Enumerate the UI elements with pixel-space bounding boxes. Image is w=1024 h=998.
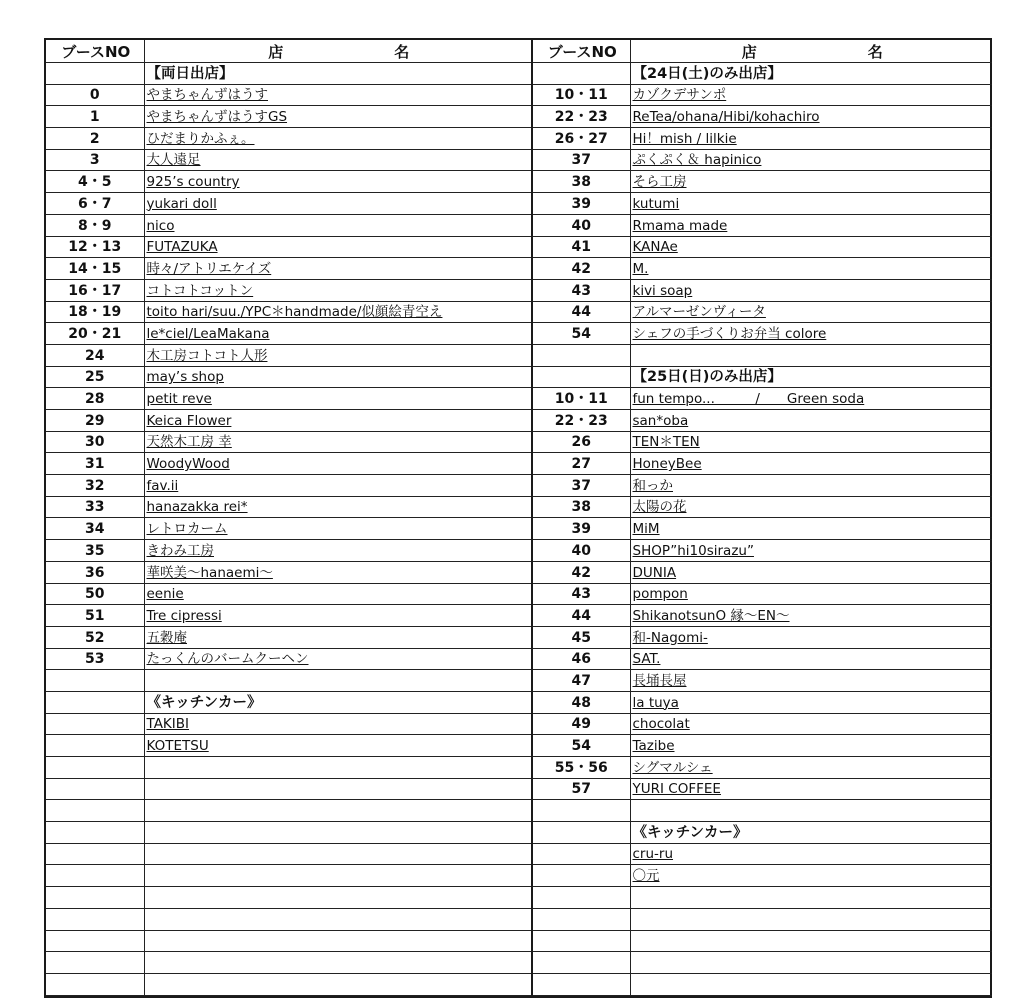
shop-name xyxy=(630,453,992,475)
shop-name xyxy=(630,865,992,887)
shop-name-text: Hi！mish / lilkie xyxy=(632,130,737,147)
booth-number: 24 xyxy=(46,344,144,366)
shop-name-text: 【両日出店】 xyxy=(146,65,234,82)
booth-number: 54 xyxy=(532,735,630,757)
booth-number: 48 xyxy=(532,691,630,713)
shop-name xyxy=(144,301,532,323)
booth-number: 26 xyxy=(532,431,630,453)
shop-name xyxy=(630,106,992,128)
booth-number xyxy=(46,670,144,692)
shop-name-text: 時々/アトリエケイズ xyxy=(146,260,272,277)
shop-name-text: SAT. xyxy=(632,651,661,668)
booth-number: 44 xyxy=(532,605,630,627)
booth-number xyxy=(46,778,144,800)
shop-name-text: TAKIBI xyxy=(146,716,190,733)
shop-name xyxy=(144,258,532,280)
shop-name xyxy=(630,388,992,410)
shop-name xyxy=(144,171,532,193)
shop-name-text: san*oba xyxy=(632,412,689,429)
table-row xyxy=(46,800,992,822)
booth-table xyxy=(46,40,992,996)
table-row xyxy=(46,366,992,388)
table-row xyxy=(46,410,992,432)
shop-name xyxy=(630,713,992,735)
shop-name xyxy=(630,431,992,453)
booth-number xyxy=(46,757,144,779)
shop-name-text: ReTea/ohana/Hibi/kohachiro xyxy=(632,109,820,126)
table-row xyxy=(46,518,992,540)
table-row xyxy=(46,344,992,366)
shop-name xyxy=(144,149,532,171)
booth-number xyxy=(532,63,630,85)
shop-name xyxy=(144,84,532,106)
header-booth-no-right: ブースNO xyxy=(532,40,630,63)
shop-name xyxy=(144,583,532,605)
shop-name xyxy=(144,713,532,735)
header-shop-name-left: 店 名 xyxy=(144,40,532,63)
shop-name xyxy=(144,735,532,757)
booth-number xyxy=(46,908,144,930)
table-row xyxy=(46,670,992,692)
shop-name xyxy=(144,236,532,258)
shop-name xyxy=(144,540,532,562)
shop-name xyxy=(630,757,992,779)
shop-name-text: やまちゃんずはうすGS xyxy=(146,109,288,126)
shop-name-text: 木工房コトコト人形 xyxy=(146,347,268,364)
shop-name xyxy=(144,800,532,822)
booth-number xyxy=(532,973,630,995)
shop-name-text: may’s shop xyxy=(146,369,224,386)
booth-number xyxy=(532,930,630,952)
shop-name-text: nico xyxy=(146,217,175,234)
booth-number xyxy=(46,735,144,757)
shop-name-text: 〇元 xyxy=(632,868,660,885)
table-row xyxy=(46,475,992,497)
booth-number: 31 xyxy=(46,453,144,475)
booth-number: 49 xyxy=(532,713,630,735)
shop-name xyxy=(144,561,532,583)
shop-name xyxy=(630,561,992,583)
booth-number: 22・23 xyxy=(532,410,630,432)
shop-name-text: レトロカーム xyxy=(146,521,228,538)
shop-name xyxy=(630,171,992,193)
shop-name xyxy=(630,410,992,432)
booth-number: 43 xyxy=(532,583,630,605)
shop-name xyxy=(630,496,992,518)
shop-name xyxy=(144,323,532,345)
shop-name-text: MiM xyxy=(632,521,660,538)
shop-name-text: cru-ru xyxy=(632,846,674,863)
shop-name xyxy=(144,410,532,432)
booth-list-sheet xyxy=(44,38,992,998)
booth-number xyxy=(532,887,630,909)
table-row xyxy=(46,171,992,193)
booth-number xyxy=(46,800,144,822)
booth-number: 32 xyxy=(46,475,144,497)
booth-number: 22・23 xyxy=(532,106,630,128)
booth-number xyxy=(532,800,630,822)
table-row xyxy=(46,583,992,605)
booth-number: 41 xyxy=(532,236,630,258)
shop-name xyxy=(144,453,532,475)
section-heading xyxy=(144,691,532,713)
shop-name-text: コトコトコットン xyxy=(146,282,254,299)
booth-number: 55・56 xyxy=(532,757,630,779)
table-row xyxy=(46,908,992,930)
booth-number: 38 xyxy=(532,171,630,193)
shop-name xyxy=(630,258,992,280)
shop-name xyxy=(630,540,992,562)
booth-number: 10・11 xyxy=(532,84,630,106)
booth-number: 40 xyxy=(532,540,630,562)
shop-name-text: シェフの手づくりお弁当 colore xyxy=(632,325,827,342)
shop-name-text: pompon xyxy=(632,586,688,603)
shop-name-text: カゾクデサンポ xyxy=(632,87,727,104)
booth-number: 40 xyxy=(532,214,630,236)
shop-name xyxy=(630,214,992,236)
shop-name xyxy=(144,388,532,410)
shop-name-text: 《キッチンカー》 xyxy=(146,694,262,711)
booth-number: 14・15 xyxy=(46,258,144,280)
booth-number: 27 xyxy=(532,453,630,475)
shop-name xyxy=(144,626,532,648)
table-row xyxy=(46,84,992,106)
shop-name xyxy=(144,366,532,388)
shop-name-text: fun tempo... / Green soda xyxy=(632,391,865,407)
booth-number xyxy=(46,952,144,974)
shop-name xyxy=(630,973,992,995)
shop-name xyxy=(144,128,532,150)
section-heading xyxy=(144,63,532,85)
shop-name xyxy=(630,128,992,150)
table-row xyxy=(46,279,992,301)
table-row xyxy=(46,258,992,280)
shop-name xyxy=(630,475,992,497)
shop-name-text: シグマルシェ xyxy=(632,759,713,776)
shop-name-text: toito hari/suu./YPC＊handmade/似顔絵青空え xyxy=(146,304,443,321)
table-row xyxy=(46,735,992,757)
shop-name xyxy=(630,605,992,627)
shop-name-text: TEN＊TEN xyxy=(632,434,700,451)
shop-name xyxy=(144,106,532,128)
shop-name xyxy=(144,973,532,995)
shop-name-text: 925’s country xyxy=(146,174,240,191)
table-row xyxy=(46,691,992,713)
shop-name xyxy=(144,822,532,844)
shop-name xyxy=(630,930,992,952)
shop-name xyxy=(630,193,992,215)
shop-name xyxy=(630,735,992,757)
booth-number: 51 xyxy=(46,605,144,627)
shop-name xyxy=(144,605,532,627)
shop-name-text: WoodyWood xyxy=(146,456,230,473)
shop-name-text: FUTAZUKA xyxy=(146,239,218,256)
booth-number xyxy=(46,930,144,952)
shop-name xyxy=(144,757,532,779)
shop-name-text: ぷくぷく＆ hapinico xyxy=(632,152,762,169)
table-row xyxy=(46,193,992,215)
booth-number: 53 xyxy=(46,648,144,670)
booth-number: 35 xyxy=(46,540,144,562)
shop-name xyxy=(630,84,992,106)
booth-number: 46 xyxy=(532,648,630,670)
booth-number xyxy=(532,865,630,887)
shop-name xyxy=(630,626,992,648)
shop-name xyxy=(630,952,992,974)
booth-number xyxy=(46,713,144,735)
shop-name-text: やまちゃんずはうす xyxy=(146,87,268,104)
booth-number xyxy=(46,843,144,865)
shop-name xyxy=(144,648,532,670)
booth-number: 34 xyxy=(46,518,144,540)
booth-number: 39 xyxy=(532,193,630,215)
shop-name-text: DUNIA xyxy=(632,564,677,581)
table-row xyxy=(46,236,992,258)
table-row xyxy=(46,973,992,995)
booth-number: 37 xyxy=(532,149,630,171)
shop-name-text: petit reve xyxy=(146,391,212,407)
booth-number: 47 xyxy=(532,670,630,692)
shop-name xyxy=(630,887,992,909)
shop-name-text: 華咲美～hanaemi～ xyxy=(146,564,273,581)
booth-number: 44 xyxy=(532,301,630,323)
shop-name-text: Keica Flower xyxy=(146,412,232,429)
shop-name-text: yukari doll xyxy=(146,195,217,212)
booth-number: 10・11 xyxy=(532,388,630,410)
booth-number: 12・13 xyxy=(46,236,144,258)
booth-number xyxy=(532,908,630,930)
shop-name xyxy=(144,279,532,301)
shop-name xyxy=(630,344,992,366)
booth-number: 39 xyxy=(532,518,630,540)
booth-number: 0 xyxy=(46,84,144,106)
shop-name-text: Tazibe xyxy=(632,738,675,754)
table-row xyxy=(46,496,992,518)
booth-number xyxy=(46,691,144,713)
table-row xyxy=(46,865,992,887)
table-row xyxy=(46,149,992,171)
booth-number: 18・19 xyxy=(46,301,144,323)
booth-number: 6・7 xyxy=(46,193,144,215)
booth-number: 33 xyxy=(46,496,144,518)
shop-name-text: SHOP”hi10sirazu” xyxy=(632,542,754,559)
table-row xyxy=(46,388,992,410)
shop-name-text: chocolat xyxy=(632,716,690,733)
shop-name xyxy=(630,279,992,301)
shop-name-text: YURI COFFEE xyxy=(632,781,721,798)
booth-number xyxy=(46,865,144,887)
shop-name-text: eenie xyxy=(146,586,184,603)
shop-name xyxy=(630,648,992,670)
booth-number: 43 xyxy=(532,279,630,301)
shop-name-text: 五穀庵 xyxy=(146,629,187,646)
table-row xyxy=(46,323,992,345)
booth-number: 45 xyxy=(532,626,630,648)
table-row xyxy=(46,301,992,323)
shop-name xyxy=(144,908,532,930)
shop-name xyxy=(630,691,992,713)
shop-name-text: le*ciel/LeaMakana xyxy=(146,325,270,342)
booth-number: 1 xyxy=(46,106,144,128)
booth-number: 25 xyxy=(46,366,144,388)
booth-number xyxy=(46,822,144,844)
shop-name-text: M. xyxy=(632,260,649,277)
shop-name-text: la tuya xyxy=(632,694,679,711)
booth-number: 52 xyxy=(46,626,144,648)
shop-name xyxy=(630,670,992,692)
booth-number: 30 xyxy=(46,431,144,453)
booth-number xyxy=(46,973,144,995)
booth-number xyxy=(532,822,630,844)
booth-number: 29 xyxy=(46,410,144,432)
booth-number: 37 xyxy=(532,475,630,497)
shop-name-text: 和っか xyxy=(632,477,673,494)
booth-number: 20・21 xyxy=(46,323,144,345)
shop-name xyxy=(144,475,532,497)
shop-name xyxy=(144,887,532,909)
shop-name xyxy=(144,496,532,518)
table-row xyxy=(46,822,992,844)
table-row xyxy=(46,214,992,236)
table-row xyxy=(46,930,992,952)
shop-name-text: KOTETSU xyxy=(146,738,209,754)
shop-name xyxy=(144,930,532,952)
shop-name-text: 太陽の花 xyxy=(632,499,687,516)
shop-name xyxy=(630,236,992,258)
table-row xyxy=(46,431,992,453)
booth-number: 26・27 xyxy=(532,128,630,150)
booth-number: 38 xyxy=(532,496,630,518)
booth-number: 50 xyxy=(46,583,144,605)
header-booth-no-left: ブースNO xyxy=(46,40,144,63)
table-row xyxy=(46,453,992,475)
shop-name-text: Tre cipressi xyxy=(146,607,222,624)
shop-name-text: KANAe xyxy=(632,239,678,256)
shop-name xyxy=(144,952,532,974)
booth-number xyxy=(532,952,630,974)
shop-name xyxy=(144,431,532,453)
table-row xyxy=(46,561,992,583)
shop-name-text: 【24日(土)のみ出店】 xyxy=(632,65,782,82)
shop-name-text: Rmama made xyxy=(632,217,728,234)
shop-name xyxy=(630,778,992,800)
shop-name-text: ひだまりかふぇ。 xyxy=(146,130,255,147)
shop-name-text: 大人遠足 xyxy=(146,152,201,169)
shop-name xyxy=(630,800,992,822)
table-row xyxy=(46,540,992,562)
booth-number: 4・5 xyxy=(46,171,144,193)
shop-name-text: 和-Nagomi- xyxy=(632,629,708,646)
booth-number: 57 xyxy=(532,778,630,800)
booth-number xyxy=(532,366,630,388)
shop-name-text: 【25日(日)のみ出店】 xyxy=(632,369,782,386)
table-row xyxy=(46,757,992,779)
header-shop-name-right: 店 名 xyxy=(630,40,992,63)
shop-name-text: HoneyBee xyxy=(632,456,702,473)
shop-name xyxy=(630,843,992,865)
booth-number: 36 xyxy=(46,561,144,583)
shop-name-text: そら工房 xyxy=(632,174,687,191)
shop-name xyxy=(144,193,532,215)
shop-name-text: kivi soap xyxy=(632,282,693,299)
shop-name-text: ShikanotsunO 縁～EN～ xyxy=(632,607,790,624)
shop-name-text: fav.ii xyxy=(146,477,179,494)
table-row xyxy=(46,778,992,800)
table-row xyxy=(46,713,992,735)
shop-name-text: 《キッチンカー》 xyxy=(632,824,748,841)
table-row xyxy=(46,63,992,85)
table-row xyxy=(46,605,992,627)
shop-name xyxy=(630,323,992,345)
shop-name xyxy=(144,670,532,692)
booth-number: 2 xyxy=(46,128,144,150)
booth-number xyxy=(532,843,630,865)
shop-name xyxy=(144,843,532,865)
shop-name-text: きわみ工房 xyxy=(146,542,214,559)
booth-number xyxy=(46,887,144,909)
booth-number: 42 xyxy=(532,561,630,583)
shop-name xyxy=(144,214,532,236)
table-row xyxy=(46,106,992,128)
booth-number: 8・9 xyxy=(46,214,144,236)
table-row xyxy=(46,843,992,865)
shop-name-text: たっくんのバームクーヘン xyxy=(146,651,309,668)
shop-name xyxy=(630,301,992,323)
shop-name xyxy=(144,344,532,366)
table-row xyxy=(46,128,992,150)
booth-number xyxy=(532,344,630,366)
section-heading xyxy=(630,63,992,85)
table-row xyxy=(46,887,992,909)
section-heading xyxy=(630,366,992,388)
shop-name xyxy=(630,583,992,605)
shop-name xyxy=(630,518,992,540)
shop-name xyxy=(144,865,532,887)
header-row xyxy=(46,40,992,63)
shop-name xyxy=(144,778,532,800)
booth-number: 54 xyxy=(532,323,630,345)
table-row xyxy=(46,626,992,648)
booth-number xyxy=(46,63,144,85)
shop-name-text: kutumi xyxy=(632,195,680,212)
shop-name-text: 長埇長屋 xyxy=(632,672,687,689)
booth-number: 16・17 xyxy=(46,279,144,301)
shop-name xyxy=(630,149,992,171)
shop-name-text: 天然木工房 幸 xyxy=(146,434,232,451)
table-row xyxy=(46,648,992,670)
booth-number: 42 xyxy=(532,258,630,280)
table-row xyxy=(46,952,992,974)
section-heading xyxy=(630,822,992,844)
shop-name-text: アルマーゼンヴィータ xyxy=(632,304,766,321)
shop-name xyxy=(630,908,992,930)
shop-name-text: hanazakka rei* xyxy=(146,499,248,516)
booth-number: 28 xyxy=(46,388,144,410)
shop-name xyxy=(144,518,532,540)
booth-number: 3 xyxy=(46,149,144,171)
